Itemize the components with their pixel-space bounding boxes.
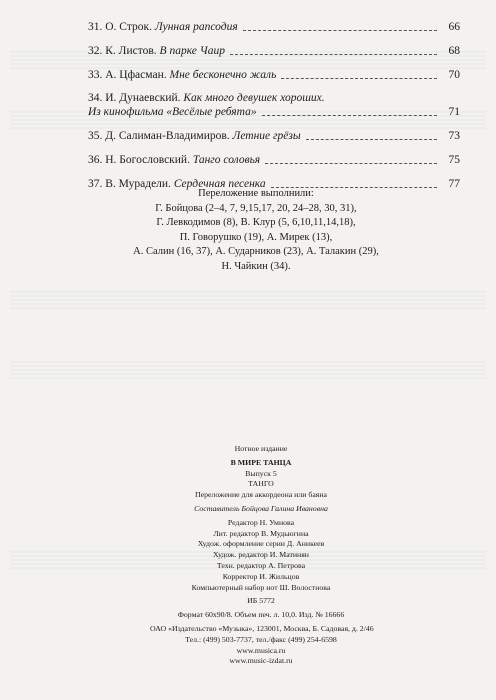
toc-entry-31 xyxy=(88,20,460,34)
credit-line: Худож. редактор И. Матинян xyxy=(213,550,309,560)
toc-page: 75 xyxy=(448,153,460,166)
toc-title: Танго соловья xyxy=(192,153,261,166)
leader-dots xyxy=(265,163,437,164)
toc-title: Сердечная песенка xyxy=(173,177,266,190)
table-of-contents xyxy=(88,20,460,201)
leader-dots xyxy=(281,78,437,79)
toc-page: 71 xyxy=(448,106,460,119)
toc-entry-36 xyxy=(88,153,460,167)
toc-author: А. Цфасман. xyxy=(105,68,167,81)
imprint-block xyxy=(150,444,372,667)
toc-page: 70 xyxy=(448,68,460,81)
arrangers-line: П. Говорушко (19), А. Мирек (13), xyxy=(179,231,333,243)
toc-entry-34 xyxy=(88,91,460,119)
arrangers-line: Г. Бойцова (2–4, 7, 9,15,17, 20, 24–28, 30, 31), xyxy=(155,202,357,214)
leader-dots xyxy=(262,115,437,116)
arrangers-credits xyxy=(120,187,392,275)
toc-title: В парке Чаир xyxy=(159,44,225,57)
arrangers-line: Г. Левкодимов (8), В. Клур (5, 6,10,11,14,18), xyxy=(156,217,356,229)
toc-number: 32. xyxy=(88,44,103,57)
publisher-address: ОАО «Издательство «Музыка», 123001, Москва, Б. Садовая, д. 2/46 xyxy=(150,623,374,633)
toc-number: 37. xyxy=(88,177,103,190)
toc-author: И. Дунаевский. xyxy=(105,92,181,105)
toc-page: 73 xyxy=(448,130,460,143)
format-line: Формат 60x90/8. Объем печ. л. 10,0. Изд. № 16666 xyxy=(177,610,345,620)
toc-number: 33. xyxy=(88,68,103,81)
toc-title: Лунная рапсодия xyxy=(154,21,238,33)
toc-number: 31. xyxy=(88,21,103,33)
toc-entry-32 xyxy=(88,44,460,58)
credit-line: Компьютерный набор нот Ш. Волостнова xyxy=(191,582,331,592)
toc-title: Летние грёзы xyxy=(232,130,301,143)
credit-line: Техн. редактор А. Петрова xyxy=(216,560,306,570)
arrangers-heading: Переложение выполнили: xyxy=(198,188,314,199)
toc-number: 35. xyxy=(88,130,103,143)
toc-author: Н. Богословский. xyxy=(105,153,190,166)
toc-page: 77 xyxy=(448,177,460,190)
toc-entry-33 xyxy=(88,68,460,82)
toc-title: Мне бесконечно жаль xyxy=(169,68,277,81)
arrangers-line: Н. Чайкин (34). xyxy=(221,260,291,272)
leader-dots xyxy=(243,30,437,31)
publisher-website: www.musica.ru xyxy=(236,645,286,655)
toc-entry-35 xyxy=(88,129,460,143)
leader-dots xyxy=(230,54,437,55)
toc-number: 36. xyxy=(88,153,103,166)
subtitle: ТАНГО xyxy=(248,479,274,489)
toc-number: 34. xyxy=(88,92,103,105)
arrangers-line: А. Салин (16, 37), А. Сударников (23), А. Талакин (29), xyxy=(133,246,379,258)
toc-page: 66 xyxy=(448,21,460,33)
series-title: В МИРЕ ТАНЦА xyxy=(230,457,292,467)
credit-line: Худож. оформление серии Д. Аникеев xyxy=(197,539,325,549)
toc-author: Д. Салиман-Владимиров. xyxy=(105,130,230,143)
issue-number: Выпуск 5 xyxy=(245,468,277,478)
leader-dots xyxy=(306,139,437,140)
arrangement-note: Переложение для аккордеона или баяна xyxy=(194,490,327,500)
publisher-phones: Тел.: (499) 503-7737, тел./факс (499) 254-6598 xyxy=(185,634,337,644)
toc-author: О. Строк. xyxy=(105,21,152,33)
toc-author: В. Мурадели. xyxy=(105,177,171,190)
credit-line: Лит. редактор В. Мудьюгина xyxy=(213,528,309,538)
toc-author: К. Листов. xyxy=(105,44,157,57)
toc-title-continued: Из кинофильма «Весёлые ребята» xyxy=(88,106,257,119)
toc-page: 68 xyxy=(448,44,460,57)
publisher-website-2: www.music-izdat.ru xyxy=(229,656,293,666)
credit-line: Редактор Н. Умнова xyxy=(227,517,295,527)
credit-line: Корректор И. Жильцов xyxy=(222,571,300,581)
compiler: Составитель Бойцова Галина Ивановна xyxy=(194,503,328,513)
ib-number: ИБ 5772 xyxy=(247,596,275,606)
edition-type: Нотное издание xyxy=(234,444,288,453)
toc-title: Как много девушек хороших. xyxy=(183,92,325,105)
